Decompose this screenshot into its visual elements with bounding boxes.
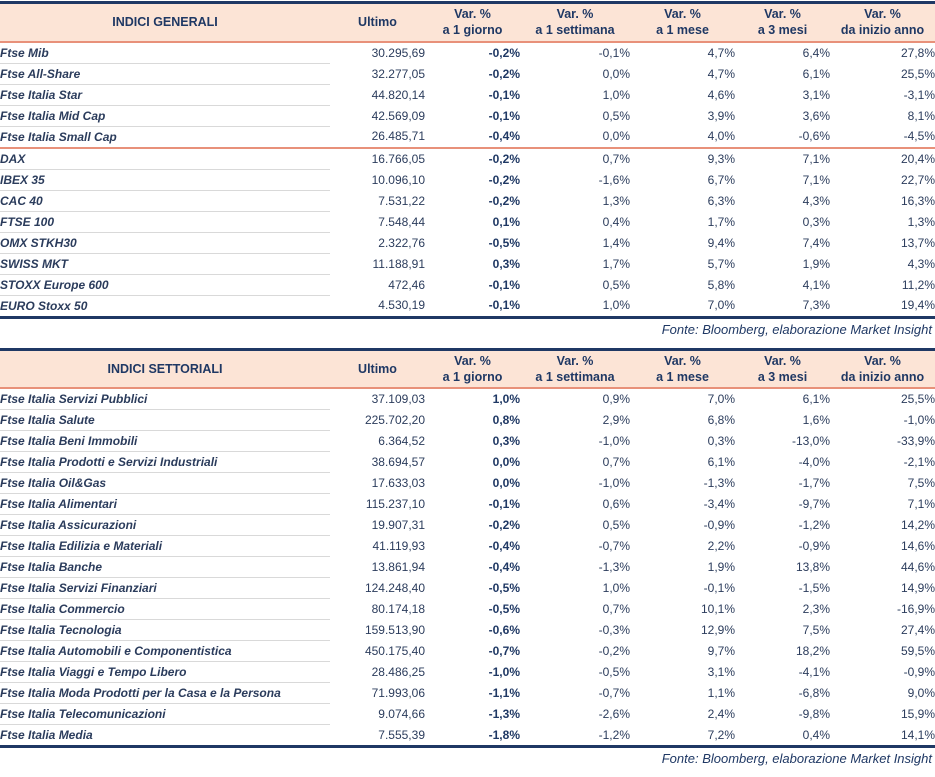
value-var-inizio-anno: 25,5% bbox=[900, 66, 935, 81]
index-name: CAC 40 bbox=[0, 190, 330, 211]
value-ultimo: 159.513,90 bbox=[364, 623, 425, 637]
value-var-1settimana: -0,7% bbox=[598, 539, 630, 553]
value-ultimo: 37.109,03 bbox=[371, 392, 425, 407]
value-var-3mesi: 4,3% bbox=[802, 193, 830, 208]
value-var-1giorno: -1,0% bbox=[488, 665, 520, 679]
value-var-1settimana: -0,1% bbox=[598, 45, 630, 60]
value-var-1mese: 9,7% bbox=[707, 644, 735, 658]
value-var-1mese: 0,3% bbox=[707, 434, 735, 448]
value-var-1giorno: -0,6% bbox=[488, 623, 520, 637]
value-var-1giorno: -1,1% bbox=[488, 686, 520, 700]
header-row bbox=[0, 349, 935, 388]
table-row bbox=[0, 557, 935, 578]
value-var-inizio-anno: 11,2% bbox=[901, 277, 935, 292]
value-var-1settimana: -0,7% bbox=[598, 686, 630, 700]
value-var-1settimana: 1,3% bbox=[602, 193, 630, 208]
index-name: Ftse Italia Mid Cap bbox=[0, 105, 330, 126]
value-var-1settimana: 1,0% bbox=[602, 87, 630, 102]
value-var-inizio-anno: 14,1% bbox=[900, 727, 935, 742]
header-row bbox=[0, 3, 935, 42]
value-var-1settimana: -1,0% bbox=[598, 476, 630, 490]
value-ultimo: 450.175,40 bbox=[364, 644, 425, 658]
value-var-1settimana: -0,2% bbox=[598, 644, 630, 658]
value-var-3mesi: 6,4% bbox=[802, 45, 830, 60]
value-var-1mese: 10,1% bbox=[700, 602, 735, 616]
value-var-3mesi: 7,3% bbox=[802, 298, 830, 313]
value-ultimo: 17.633,03 bbox=[371, 476, 425, 490]
value-var-inizio-anno: 8,1% bbox=[907, 108, 935, 123]
value-var-1settimana: 1,4% bbox=[602, 235, 630, 250]
value-ultimo: 80.174,18 bbox=[371, 602, 425, 616]
value-var-inizio-anno: 4,3% bbox=[907, 256, 935, 271]
column-header: Var. % a 1 mese bbox=[630, 3, 735, 42]
value-var-1giorno: 0,8% bbox=[492, 413, 520, 427]
index-name: Ftse Italia Star bbox=[0, 84, 330, 105]
index-name: IBEX 35 bbox=[0, 169, 330, 190]
value-var-1settimana: 0,5% bbox=[602, 108, 630, 123]
value-var-1giorno: 0,3% bbox=[492, 434, 520, 448]
value-var-1settimana: 0,7% bbox=[602, 151, 630, 166]
value-var-1settimana: 0,6% bbox=[602, 497, 630, 511]
value-var-1mese: 7,0% bbox=[707, 298, 735, 313]
value-var-1giorno: -0,5% bbox=[488, 235, 520, 250]
value-var-inizio-anno: 20,4% bbox=[900, 151, 935, 166]
value-var-1giorno: -0,1% bbox=[488, 87, 520, 102]
value-var-1settimana: -1,0% bbox=[598, 434, 630, 448]
value-var-inizio-anno: 22,7% bbox=[900, 172, 935, 187]
value-var-3mesi: 0,4% bbox=[802, 727, 830, 742]
indices-table bbox=[0, 348, 935, 749]
value-ultimo: 11.188,91 bbox=[372, 256, 425, 271]
value-var-1giorno: -0,1% bbox=[488, 497, 520, 511]
column-header: Var. % a 1 settimana bbox=[520, 3, 630, 42]
index-name: Ftse Italia Oil&Gas bbox=[0, 473, 330, 494]
value-var-1settimana: 0,4% bbox=[602, 214, 630, 229]
value-var-3mesi: -0,6% bbox=[735, 126, 830, 148]
value-var-3mesi: -4,1% bbox=[798, 665, 830, 679]
value-var-1giorno: -0,2% bbox=[488, 518, 520, 532]
value-var-1mese: -0,1% bbox=[703, 581, 735, 595]
value-var-1giorno: -0,2% bbox=[488, 45, 520, 60]
value-var-1settimana: 0,0% bbox=[520, 126, 630, 148]
value-ultimo: 30.295,69 bbox=[371, 45, 425, 60]
index-name: Ftse Italia Edilizia e Materiali bbox=[0, 536, 330, 557]
value-ultimo: 9.074,66 bbox=[378, 707, 425, 721]
index-name: Ftse Italia Banche bbox=[0, 557, 330, 578]
value-ultimo: 7.555,39 bbox=[378, 727, 425, 742]
index-name: Ftse Italia Commercio bbox=[0, 599, 330, 620]
value-var-1mese: 3,1% bbox=[707, 665, 735, 679]
value-var-1mese: -3,4% bbox=[703, 497, 735, 511]
table-row bbox=[0, 515, 935, 536]
value-var-3mesi: -4,0% bbox=[798, 455, 830, 469]
value-var-1giorno: -0,4% bbox=[488, 560, 520, 574]
index-name: Ftse Italia Assicurazioni bbox=[0, 515, 330, 536]
value-ultimo: 472,46 bbox=[388, 277, 425, 292]
value-ultimo: 38.694,57 bbox=[371, 455, 425, 469]
column-header: Var. % a 1 settimana bbox=[520, 349, 630, 388]
value-var-1settimana: 0,9% bbox=[602, 392, 630, 407]
value-var-1giorno: -0,2% bbox=[488, 151, 520, 166]
value-var-1giorno: -0,2% bbox=[488, 66, 520, 81]
value-var-3mesi: -13,0% bbox=[791, 434, 830, 448]
value-var-1giorno: -0,1% bbox=[488, 108, 520, 123]
table-row bbox=[0, 42, 935, 64]
value-var-1mese: 7,0% bbox=[707, 392, 735, 407]
value-var-1settimana: -2,6% bbox=[598, 707, 630, 721]
table-row bbox=[0, 662, 935, 683]
value-var-3mesi: -1,5% bbox=[798, 581, 830, 595]
index-name: STOXX Europe 600 bbox=[0, 274, 330, 295]
value-var-inizio-anno: 15,9% bbox=[900, 707, 935, 721]
value-var-3mesi: -9,8% bbox=[798, 707, 830, 721]
value-var-3mesi: 18,2% bbox=[795, 644, 830, 658]
table-row bbox=[0, 431, 935, 452]
value-var-inizio-anno: 7,1% bbox=[907, 497, 935, 511]
value-ultimo: 28.486,25 bbox=[371, 665, 425, 679]
table-row bbox=[0, 494, 935, 515]
table-row bbox=[0, 232, 935, 253]
value-var-1mese: -1,3% bbox=[703, 476, 735, 490]
value-var-inizio-anno: -0,9% bbox=[903, 665, 935, 679]
table-row bbox=[0, 578, 935, 599]
index-name: SWISS MKT bbox=[0, 253, 330, 274]
value-var-inizio-anno: -3,1% bbox=[903, 87, 935, 102]
value-ultimo: 7.548,44 bbox=[378, 214, 425, 229]
index-name: Ftse All-Share bbox=[0, 63, 330, 84]
value-var-1giorno: 0,0% bbox=[492, 455, 520, 469]
value-ultimo: 41.119,93 bbox=[372, 539, 425, 553]
value-var-inizio-anno: 19,4% bbox=[900, 298, 935, 313]
value-ultimo: 6.364,52 bbox=[378, 434, 425, 448]
table-row bbox=[0, 683, 935, 704]
table-row bbox=[0, 126, 935, 148]
value-var-inizio-anno: 14,2% bbox=[900, 518, 935, 532]
table-row bbox=[0, 410, 935, 431]
value-ultimo: 19.907,31 bbox=[371, 518, 425, 532]
value-ultimo: 42.569,09 bbox=[371, 108, 425, 123]
table-row bbox=[0, 63, 935, 84]
value-var-1mese: 4,0% bbox=[630, 126, 735, 148]
value-var-1giorno: -0,4% bbox=[488, 539, 520, 553]
value-var-inizio-anno: 59,5% bbox=[900, 644, 935, 658]
value-var-3mesi: -1,2% bbox=[798, 518, 830, 532]
value-var-1mese: -0,9% bbox=[703, 518, 735, 532]
value-ultimo: 225.702,20 bbox=[364, 413, 425, 427]
table-row bbox=[0, 704, 935, 725]
value-var-1settimana: -0,5% bbox=[598, 665, 630, 679]
column-header: Var. % a 1 giorno bbox=[425, 349, 520, 388]
value-var-3mesi: 13,8% bbox=[795, 560, 830, 574]
value-var-1giorno: -0,5% bbox=[488, 602, 520, 616]
value-var-inizio-anno: 27,8% bbox=[900, 45, 935, 60]
value-ultimo: 7.531,22 bbox=[378, 193, 425, 208]
index-name: Ftse Mib bbox=[0, 42, 330, 64]
value-var-3mesi: 7,4% bbox=[802, 235, 830, 250]
value-var-1giorno: -0,2% bbox=[488, 172, 520, 187]
index-name: Ftse Italia Tecnologia bbox=[0, 620, 330, 641]
value-var-3mesi: 7,1% bbox=[802, 151, 830, 166]
value-var-3mesi: 1,9% bbox=[802, 256, 830, 271]
value-var-1settimana: -1,3% bbox=[598, 560, 630, 574]
value-var-inizio-anno: 27,4% bbox=[900, 623, 935, 637]
value-ultimo: 13.861,94 bbox=[371, 560, 425, 574]
value-var-3mesi: -0,9% bbox=[798, 539, 830, 553]
value-var-1mese: 7,2% bbox=[707, 727, 735, 742]
value-var-1giorno: -0,1% bbox=[488, 277, 520, 292]
value-var-inizio-anno: 14,6% bbox=[900, 539, 935, 553]
table-row bbox=[0, 599, 935, 620]
table-title: INDICI GENERALI bbox=[0, 3, 330, 42]
index-name: FTSE 100 bbox=[0, 211, 330, 232]
value-var-3mesi: -6,8% bbox=[798, 686, 830, 700]
value-var-3mesi: 6,1% bbox=[802, 66, 830, 81]
value-var-3mesi: -9,7% bbox=[798, 497, 830, 511]
value-var-1mese: 12,9% bbox=[700, 623, 735, 637]
value-var-1mese: 5,8% bbox=[707, 277, 735, 292]
value-var-1giorno: 0,1% bbox=[492, 214, 520, 229]
value-var-3mesi: 7,1% bbox=[802, 172, 830, 187]
value-var-1mese: 4,7% bbox=[707, 45, 735, 60]
value-var-inizio-anno: -1,0% bbox=[903, 413, 935, 427]
column-header: Ultimo bbox=[330, 3, 425, 42]
table-row bbox=[0, 105, 935, 126]
value-var-3mesi: 6,1% bbox=[802, 392, 830, 407]
table-row bbox=[0, 274, 935, 295]
value-var-3mesi: 3,6% bbox=[802, 108, 830, 123]
table-row bbox=[0, 452, 935, 473]
value-var-inizio-anno: 16,3% bbox=[900, 193, 935, 208]
value-var-inizio-anno: -4,5% bbox=[830, 126, 935, 148]
value-var-1giorno: -1,3% bbox=[488, 707, 520, 721]
value-var-3mesi: -1,7% bbox=[798, 476, 830, 490]
value-ultimo: 71.993,06 bbox=[371, 686, 425, 700]
column-header: Ultimo bbox=[330, 349, 425, 388]
table-row bbox=[0, 253, 935, 274]
value-var-1giorno: 0,3% bbox=[492, 256, 520, 271]
table-row bbox=[0, 169, 935, 190]
value-var-inizio-anno: -16,9% bbox=[896, 602, 935, 616]
indici-settoriali-section bbox=[0, 348, 935, 749]
value-var-1settimana: 1,0% bbox=[602, 581, 630, 595]
index-name: Ftse Italia Salute bbox=[0, 410, 330, 431]
index-name: Ftse Italia Automobili e Componentistica bbox=[0, 641, 330, 662]
value-ultimo: 4.530,19 bbox=[378, 298, 425, 313]
table-row bbox=[0, 725, 935, 747]
value-var-1settimana: 0,5% bbox=[602, 518, 630, 532]
value-var-1settimana: 0,7% bbox=[602, 602, 630, 616]
value-var-1mese: 5,7% bbox=[707, 256, 735, 271]
indices-table bbox=[0, 1, 935, 319]
value-ultimo: 10.096,10 bbox=[371, 172, 425, 187]
index-name: Ftse Italia Moda Prodotti per la Casa e la Persona bbox=[0, 683, 330, 704]
value-var-3mesi: 3,1% bbox=[802, 87, 830, 102]
value-var-inizio-anno: 1,3% bbox=[907, 214, 935, 229]
value-var-inizio-anno: 25,5% bbox=[900, 392, 935, 407]
value-var-1mese: 1,9% bbox=[707, 560, 735, 574]
index-name: Ftse Italia Telecomunicazioni bbox=[0, 704, 330, 725]
index-name: Ftse Italia Alimentari bbox=[0, 494, 330, 515]
table-row bbox=[0, 473, 935, 494]
value-var-1mese: 2,2% bbox=[707, 539, 735, 553]
column-header: Var. % a 1 giorno bbox=[425, 3, 520, 42]
table-row bbox=[0, 536, 935, 557]
value-var-1mese: 1,1% bbox=[707, 686, 735, 700]
value-var-1mese: 4,7% bbox=[707, 66, 735, 81]
value-var-inizio-anno: 14,9% bbox=[900, 581, 935, 595]
value-var-3mesi: 7,5% bbox=[802, 623, 830, 637]
index-name: Ftse Italia Prodotti e Servizi Industriali bbox=[0, 452, 330, 473]
value-var-3mesi: 4,1% bbox=[802, 277, 830, 292]
index-name: Ftse Italia Servizi Pubblici bbox=[0, 388, 330, 410]
value-ultimo: 32.277,05 bbox=[371, 66, 425, 81]
index-name: Ftse Italia Small Cap bbox=[0, 126, 330, 148]
table-row bbox=[0, 190, 935, 211]
value-var-inizio-anno: -33,9% bbox=[896, 434, 935, 448]
value-var-1settimana: -1,6% bbox=[598, 172, 630, 187]
indici-generali-section bbox=[0, 1, 935, 319]
column-header: Var. % da inizio anno bbox=[830, 349, 935, 388]
column-header: Var. % a 1 mese bbox=[630, 349, 735, 388]
value-var-inizio-anno: 13,7% bbox=[900, 235, 935, 250]
index-name: Ftse Italia Servizi Finanziari bbox=[0, 578, 330, 599]
table-row bbox=[0, 148, 935, 170]
index-name: DAX bbox=[0, 148, 330, 170]
value-var-1giorno: -1,8% bbox=[488, 727, 520, 742]
table-row bbox=[0, 620, 935, 641]
value-var-inizio-anno: 44,6% bbox=[900, 560, 935, 574]
value-var-1mese: 6,1% bbox=[707, 455, 735, 469]
value-var-1mese: 9,3% bbox=[707, 151, 735, 166]
value-ultimo: 124.248,40 bbox=[364, 581, 425, 595]
value-var-1giorno: 1,0% bbox=[492, 392, 520, 407]
table-row bbox=[0, 641, 935, 662]
value-var-1giorno: -0,5% bbox=[488, 581, 520, 595]
value-var-3mesi: 1,6% bbox=[802, 413, 830, 427]
index-name: Ftse Italia Beni Immobili bbox=[0, 431, 330, 452]
table-row bbox=[0, 388, 935, 410]
value-var-1mese: 2,4% bbox=[707, 707, 735, 721]
column-header: Var. % a 3 mesi bbox=[735, 3, 830, 42]
value-var-1settimana: 0,7% bbox=[602, 455, 630, 469]
value-var-inizio-anno: 9,0% bbox=[907, 686, 935, 700]
value-ultimo: 26.485,71 bbox=[330, 126, 425, 148]
table-title: INDICI SETTORIALI bbox=[0, 349, 330, 388]
value-var-1giorno: 0,0% bbox=[492, 476, 520, 490]
value-var-1settimana: 1,7% bbox=[602, 256, 630, 271]
value-var-1mese: 4,6% bbox=[707, 87, 735, 102]
value-var-1giorno: -0,4% bbox=[425, 126, 520, 148]
value-var-1settimana: 2,9% bbox=[602, 413, 630, 427]
value-var-1settimana: 1,0% bbox=[602, 298, 630, 313]
table-row bbox=[0, 295, 935, 317]
value-var-inizio-anno: -2,1% bbox=[903, 455, 935, 469]
value-var-3mesi: 0,3% bbox=[802, 214, 830, 229]
index-name: Ftse Italia Media bbox=[0, 728, 93, 742]
table-row bbox=[0, 211, 935, 232]
index-name: EURO Stoxx 50 bbox=[0, 298, 88, 313]
index-name: OMX STKH30 bbox=[0, 232, 330, 253]
value-var-1settimana: 0,5% bbox=[602, 277, 630, 292]
value-ultimo: 2.322,76 bbox=[378, 235, 425, 250]
source-note: Fonte: Bloomberg, elaborazione Market Insight bbox=[661, 751, 932, 766]
value-ultimo: 44.820,14 bbox=[371, 87, 425, 102]
value-var-1giorno: -0,7% bbox=[488, 644, 520, 658]
column-header: Var. % a 3 mesi bbox=[735, 349, 830, 388]
value-ultimo: 16.766,05 bbox=[371, 151, 425, 166]
column-header: Var. % da inizio anno bbox=[830, 3, 935, 42]
table-row bbox=[0, 84, 935, 105]
value-var-1mese: 6,3% bbox=[707, 193, 735, 208]
value-ultimo: 115.237,10 bbox=[365, 497, 425, 511]
source-note: Fonte: Bloomberg, elaborazione Market Insight bbox=[661, 321, 932, 337]
value-var-1settimana: 0,0% bbox=[602, 66, 630, 81]
value-var-1mese: 1,7% bbox=[707, 214, 735, 229]
value-var-1settimana: -0,3% bbox=[598, 623, 630, 637]
value-var-1giorno: -0,1% bbox=[488, 298, 520, 313]
value-var-3mesi: 2,3% bbox=[802, 602, 830, 616]
value-var-1mese: 3,9% bbox=[707, 108, 735, 123]
value-var-1mese: 6,8% bbox=[707, 413, 735, 427]
value-var-1mese: 6,7% bbox=[707, 172, 735, 187]
value-var-1settimana: -1,2% bbox=[598, 727, 630, 742]
value-var-inizio-anno: 7,5% bbox=[907, 476, 935, 490]
value-var-1giorno: -0,2% bbox=[488, 193, 520, 208]
value-var-1mese: 9,4% bbox=[707, 235, 735, 250]
index-name: Ftse Italia Viaggi e Tempo Libero bbox=[0, 662, 330, 683]
